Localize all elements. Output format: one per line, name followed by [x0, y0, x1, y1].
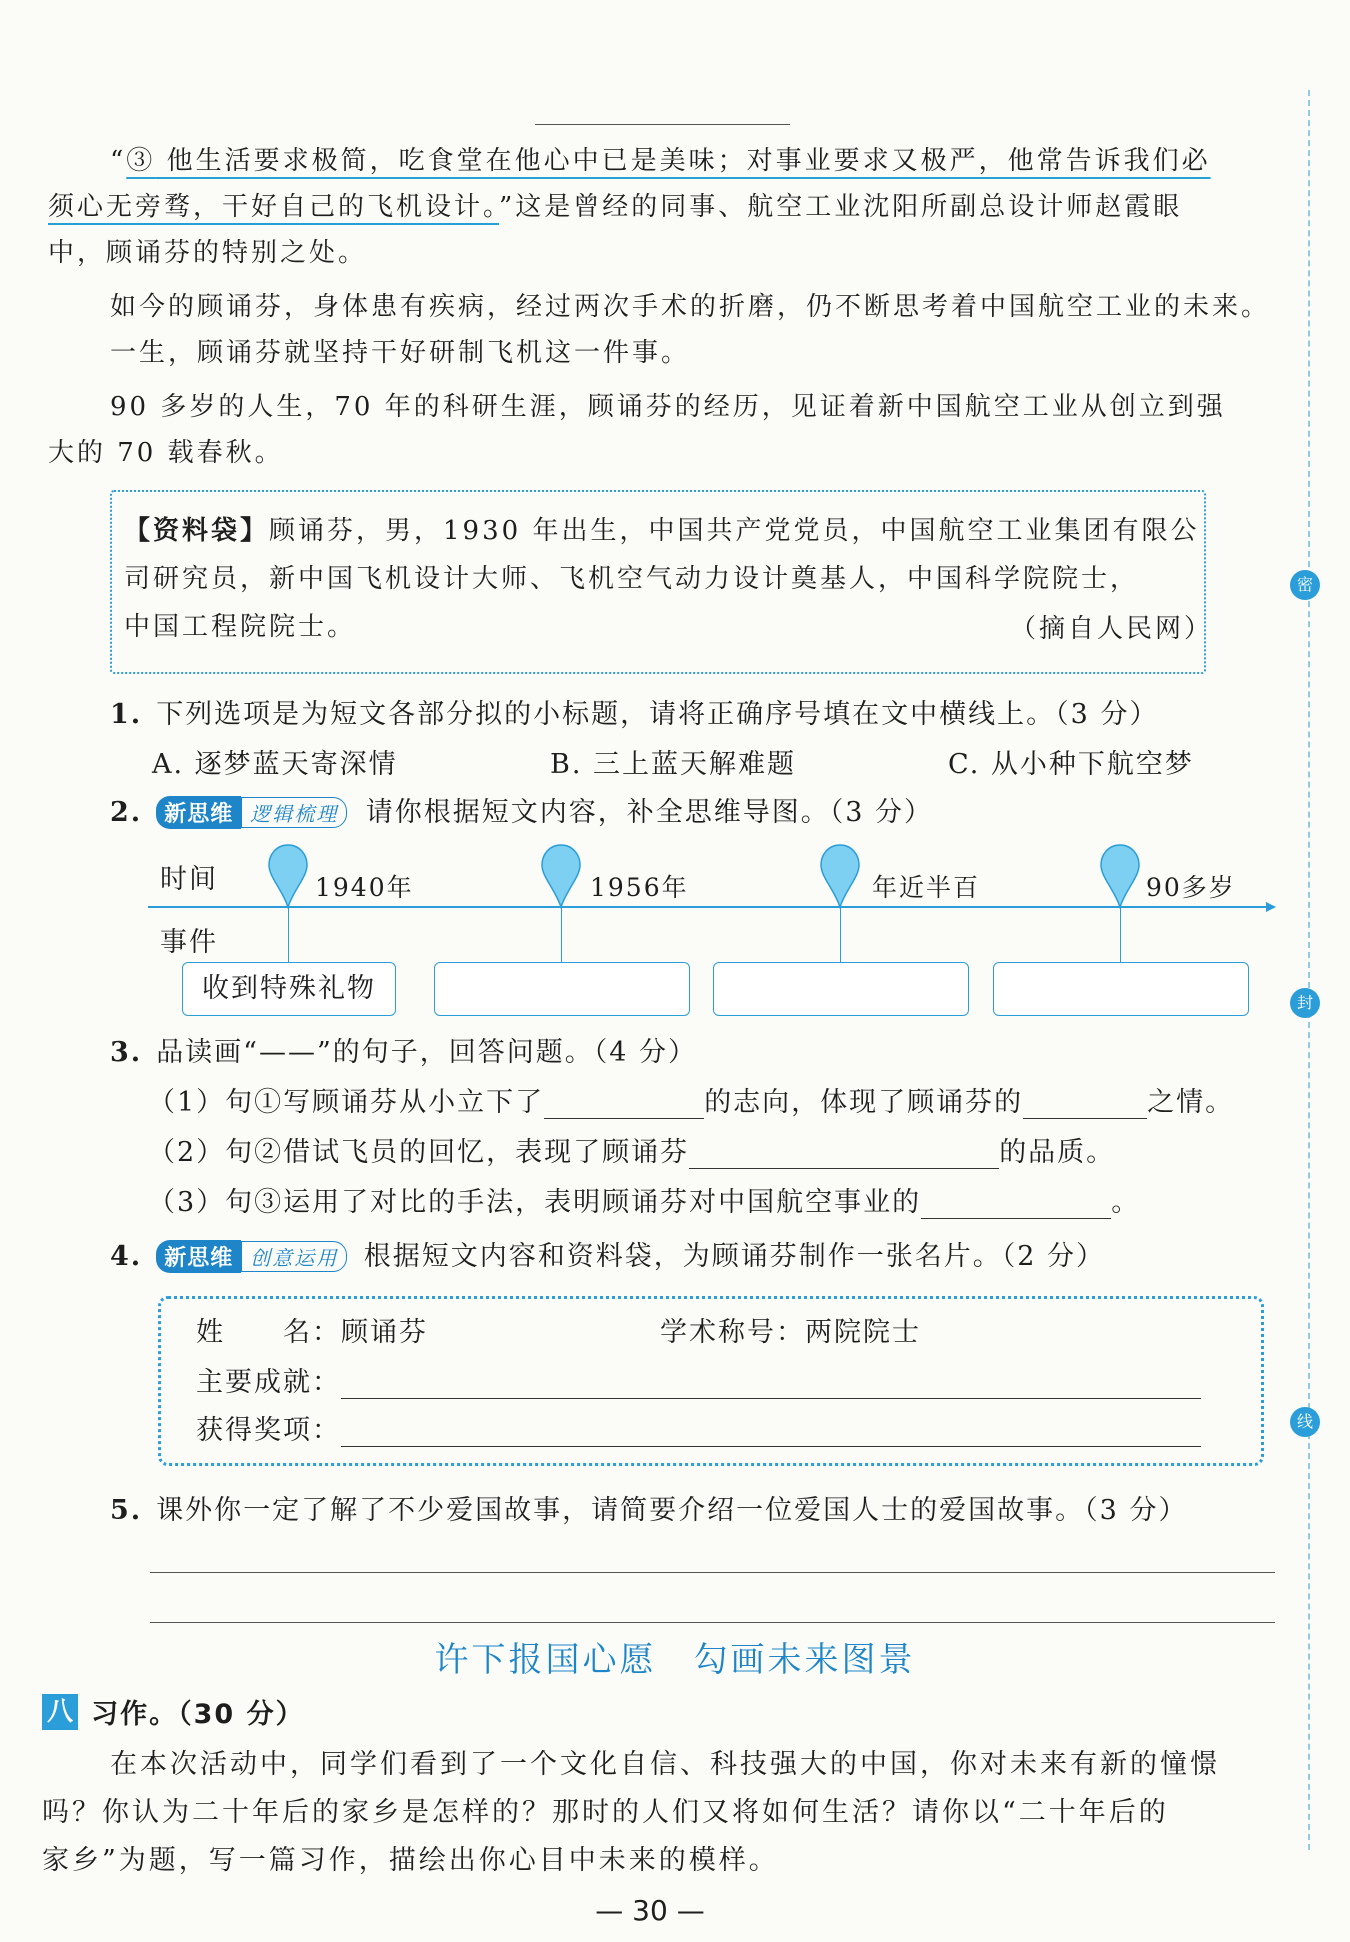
q3-sub-text: 的品质。 [999, 1137, 1116, 1168]
passage-line-3: 中，顾诵芬的特别之处。 [48, 238, 368, 268]
tag-subtitle: 创意运用 [241, 1241, 347, 1272]
q3-sub-2 [148, 1130, 1115, 1169]
answer-line-1[interactable] [150, 1572, 1275, 1573]
row-label-time: 时间 [160, 864, 218, 895]
passage-line-6: 90 多岁的人生，70 年的科研生涯，顾诵芬的经历，见证着新中国航空工业从创立到强 [110, 392, 1226, 422]
pin-icon [266, 843, 310, 909]
passage-line-5: 一生，顾诵芬就坚持干好研制飞机这一件事。 [110, 338, 691, 368]
q3-sub-1 [148, 1080, 1234, 1119]
connector-2 [561, 907, 562, 965]
event-box-3[interactable] [713, 962, 969, 1016]
q5-text: 课外你一定了解了不少爱国故事，请简要介绍一位爱国人士的爱国故事。（3 分） [156, 1495, 1188, 1526]
q3-number: 3. [110, 1037, 143, 1068]
answer-blank[interactable] [544, 1088, 704, 1119]
card-title-value: 两院院士 [805, 1317, 921, 1348]
connector-4 [1120, 907, 1121, 965]
row-label-event: 事件 [160, 927, 218, 958]
q5 [110, 1488, 1187, 1527]
card-name-row [196, 1310, 428, 1349]
connector-1 [288, 907, 289, 965]
time-label-1: 1940年 [315, 873, 414, 902]
pin-icon [1098, 843, 1142, 909]
top-rule [535, 124, 790, 125]
card-title-label: 学术称号： [660, 1317, 805, 1348]
composition-line-3: 家乡”为题，写一篇习作，描绘出你心目中未来的模样。 [42, 1845, 779, 1876]
q3-sub-text: （3）句③运用了对比的手法，表明顾诵芬对中国航空事业的 [148, 1187, 922, 1218]
card-name-label: 姓 名： [196, 1317, 341, 1348]
passage-line-2 [48, 184, 1182, 230]
q2-text: 请你根据短文内容，补全思维导图。（3 分） [365, 797, 934, 828]
data-bag-line-2: 司研究员，新中国飞机设计大师、飞机空气动力设计奠基人，中国科学院院士， [124, 564, 1140, 594]
new-thinking-tag: 新思维 [156, 1240, 241, 1273]
data-bag-text: 顾诵芬，男，1930 年出生，中国共产党党员，中国航空工业集团有限公 [269, 516, 1200, 546]
answer-blank[interactable] [921, 1188, 1111, 1219]
q1 [110, 692, 1158, 731]
connector-3 [840, 907, 841, 965]
award-blank[interactable] [341, 1416, 1201, 1447]
timeline-node-4 [1098, 843, 1142, 913]
timeline-node-2 [539, 843, 583, 913]
q4 [110, 1234, 1105, 1273]
seal-mark-2: 封 [1290, 988, 1320, 1018]
card-title-row [660, 1310, 921, 1349]
achieve-blank[interactable] [341, 1368, 1201, 1399]
composition-line-1: 在本次活动中，同学们看到了一个文化自信、科技强大的中国，你对未来有新的憧憬 [110, 1749, 1220, 1780]
data-bag-line-3: 中国工程院院士。 [124, 612, 357, 642]
data-bag-source: （摘自人民网） [1010, 614, 1214, 644]
sentence-text: 他生活要求极简，吃食堂在他心中已是美味；对事业要求又极严，他常告诉我们必 [155, 146, 1211, 176]
event-box-4[interactable] [993, 962, 1249, 1016]
q4-text: 根据短文内容和资料袋，为顾诵芬制作一张名片。（2 分） [363, 1241, 1106, 1272]
composition-line-2: 吗？你认为二十年后的家乡是怎样的？那时的人们又将如何生活？请你以“二十年后的 [42, 1797, 1169, 1828]
composition-title: 习作。（30 分） [91, 1699, 305, 1730]
passage-line-1 [110, 138, 1211, 184]
q3-sub-text: （2）句②借试飞员的回忆，表现了顾诵芬 [148, 1137, 690, 1168]
q4-number: 4. [110, 1241, 143, 1272]
event-box-1 [182, 962, 396, 1016]
seal-mark-3: 线 [1290, 1407, 1320, 1437]
card-achieve-row [196, 1360, 1201, 1399]
answer-blank[interactable] [1023, 1088, 1147, 1119]
underlined-sentence-3a [126, 146, 1210, 176]
section-badge: 八 [42, 1694, 78, 1730]
event-text: 收到特殊礼物 [202, 973, 376, 1004]
card-award-label: 获得奖项： [196, 1415, 341, 1446]
q3-sub-text: 的志向，体现了顾诵芬的 [704, 1087, 1024, 1118]
q2-number: 2. [110, 797, 143, 828]
q2 [110, 790, 933, 829]
event-box-2[interactable] [434, 962, 690, 1016]
q3-sub-text: 之情。 [1147, 1087, 1235, 1118]
time-label-4: 90多岁 [1146, 873, 1236, 902]
q1-option-b: B. 三上蓝天解难题 [550, 749, 797, 780]
data-bag-label: 【资料袋】 [124, 516, 270, 546]
new-thinking-tag: 新思维 [156, 796, 241, 829]
seal-line [1308, 90, 1310, 1850]
q3-sub-text: （1）句①写顾诵芬从小立下了 [148, 1087, 545, 1118]
tag-subtitle: 逻辑梳理 [241, 797, 347, 828]
composition-header [42, 1692, 305, 1731]
card-award-row [196, 1408, 1201, 1447]
circle-number: ③ [126, 146, 156, 176]
answer-blank[interactable] [689, 1138, 999, 1169]
q1-number: 1. [110, 699, 143, 730]
pin-icon [539, 843, 583, 909]
q5-number: 5. [110, 1495, 143, 1526]
q3 [110, 1030, 697, 1069]
q1-option-c: C. 从小种下航空梦 [948, 749, 1194, 780]
time-label-3: 年近半百 [872, 873, 981, 902]
page-number: — 30 — [595, 1894, 705, 1927]
card-name-value: 顾诵芬 [341, 1317, 428, 1348]
answer-line-2[interactable] [150, 1622, 1275, 1623]
passage-line-7: 大的 70 载春秋。 [48, 438, 284, 468]
q3-text: 品读画“——”的句子，回答问题。（4 分） [156, 1037, 698, 1068]
card-achieve-label: 主要成就： [196, 1367, 341, 1398]
timeline-node-3 [818, 843, 862, 913]
section-title: 许下报国心愿 勾画未来图景 [434, 1640, 916, 1680]
q1-text: 下列选项是为短文各部分拟的小标题，请将正确序号填在文中横线上。（3 分） [156, 699, 1159, 730]
underlined-sentence-3b: 须心无旁骛，干好自己的飞机设计。 [48, 192, 500, 222]
pin-icon [818, 843, 862, 909]
passage-line-4: 如今的顾诵芬，身体患有疾病，经过两次手术的折磨，仍不断思考着中国航空工业的未来。 [110, 292, 1271, 322]
q3-sub-3 [148, 1180, 1140, 1219]
seal-mark-1: 密 [1290, 570, 1320, 600]
q1-option-a: A. 逐梦蓝天寄深情 [152, 749, 398, 780]
q3-sub-text: 。 [1111, 1187, 1141, 1218]
quote-mark: “ [110, 146, 127, 176]
data-bag-line-1 [124, 508, 1199, 554]
passage-text: ”这是曾经的同事、航空工业沈阳所副总设计师赵霞眼 [499, 192, 1183, 222]
time-label-2: 1956年 [590, 873, 689, 902]
